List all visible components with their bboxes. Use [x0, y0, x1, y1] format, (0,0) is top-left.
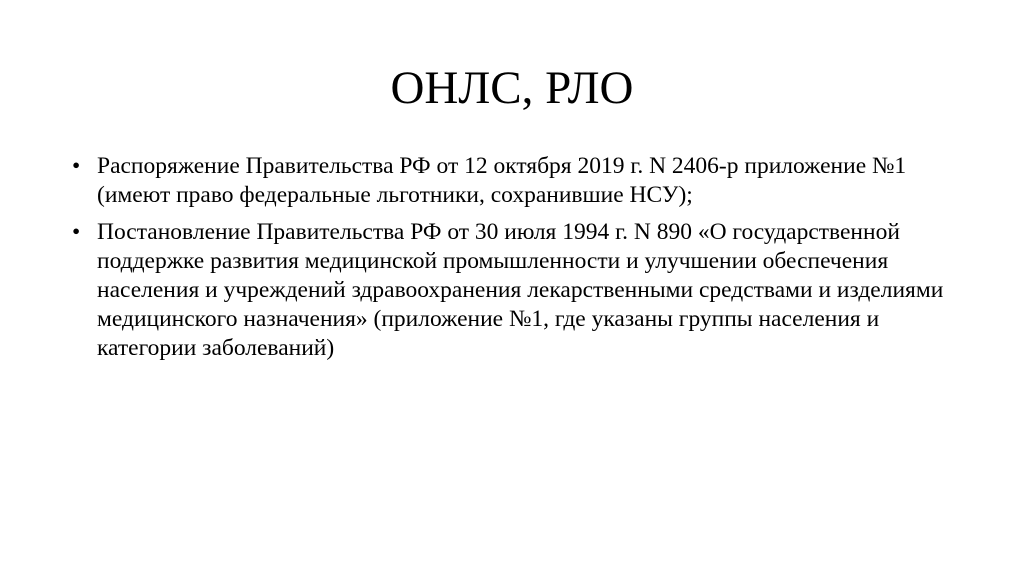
bullet-item — [72, 218, 952, 363]
bullet-text: Постановление Правительства РФ от 30 июля 1994 г. N 890 «О государственной поддержке развития медицинской промышленности и улучшении обеспечения населения и учреждений здравоохранения лекарственными средствами и изделиями медицинского назначения» (приложение №1, где указаны группы населения и категории заболеваний) — [97, 219, 944, 361]
bullet-list — [72, 152, 952, 371]
slide-title: ОНЛС, РЛО — [390, 62, 634, 114]
bullet-dot-icon: • — [72, 153, 81, 179]
bullet-item — [72, 152, 952, 210]
bullet-text: Распоряжение Правительства РФ от 12 октября 2019 г. N 2406-р приложение №1 (имеют право федеральные льготники, сохранившие НСУ); — [97, 153, 907, 208]
bullet-dot-icon: • — [72, 219, 81, 245]
